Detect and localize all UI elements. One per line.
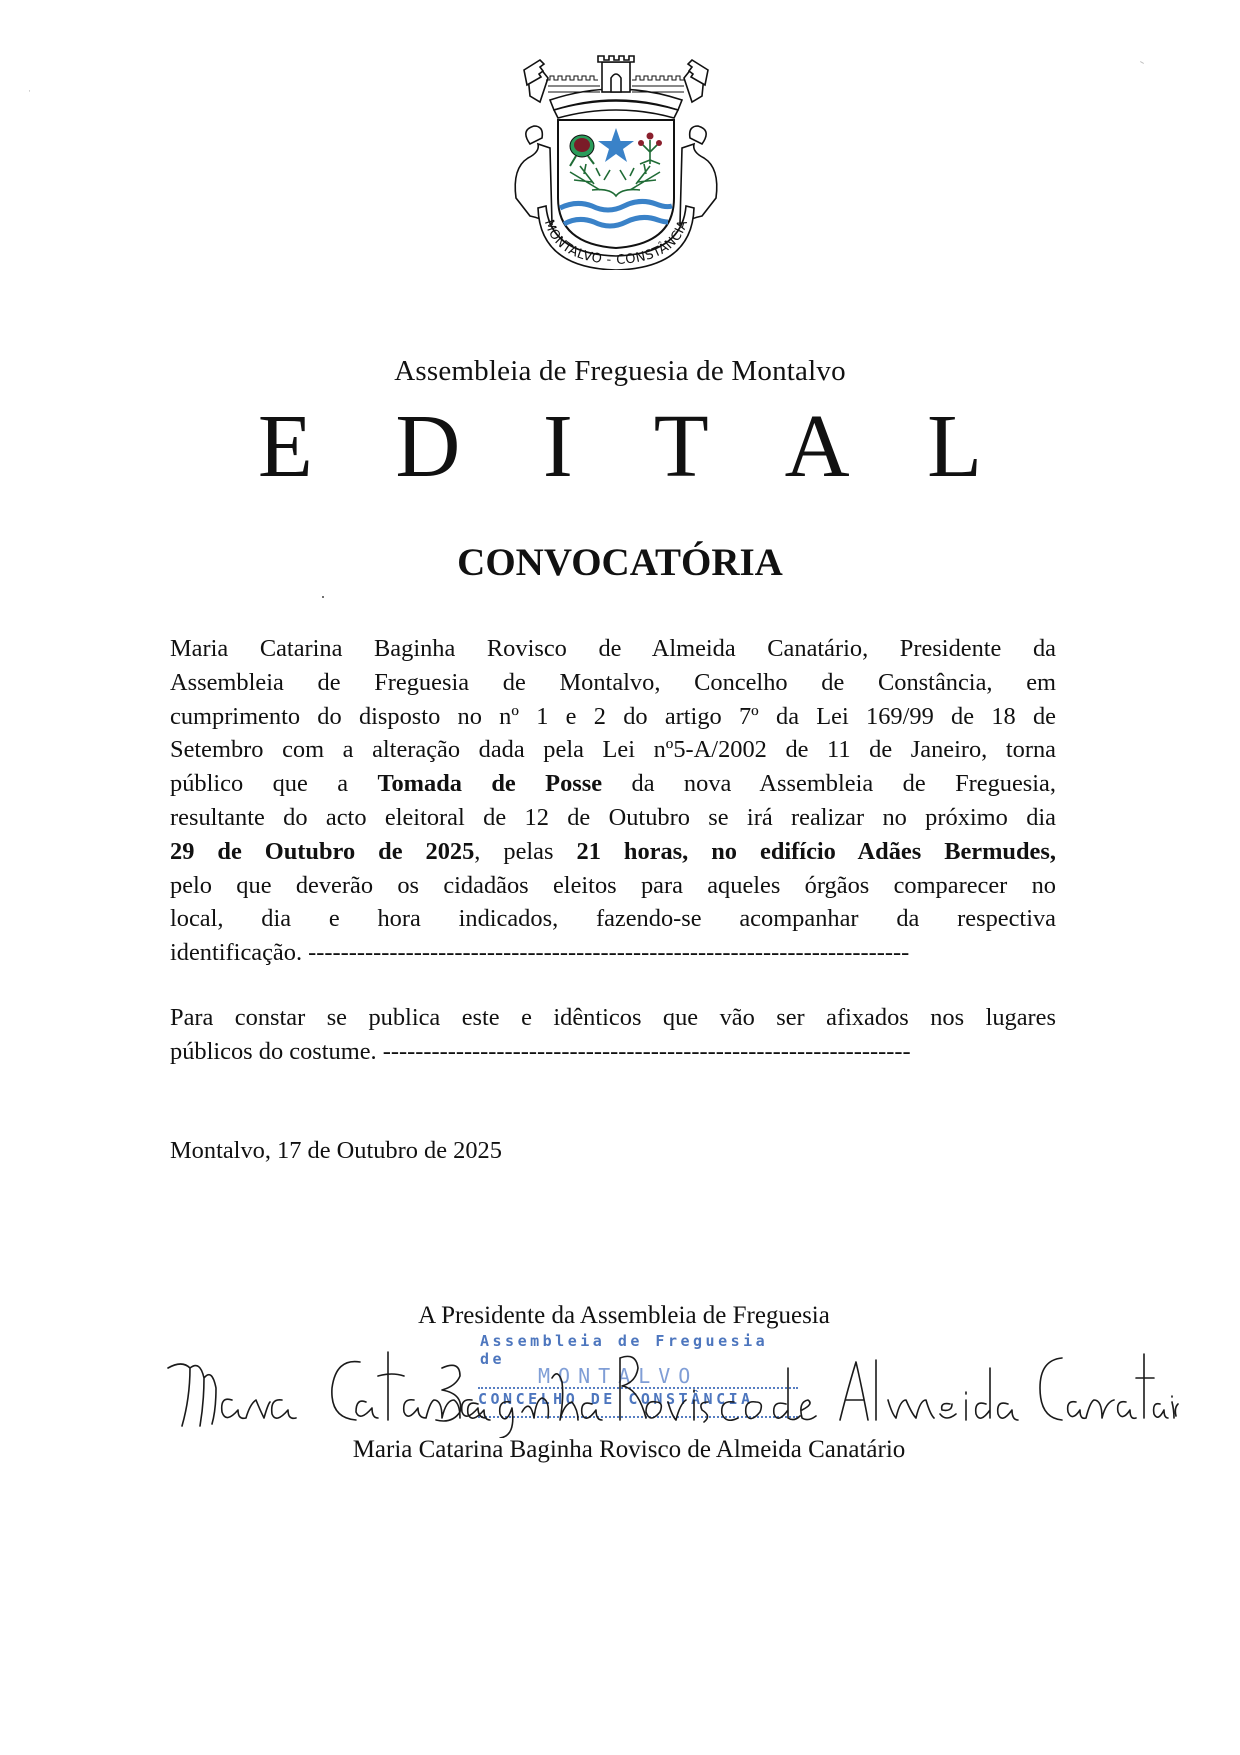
paragraph-line	[170, 835, 1056, 869]
scan-speck: ·	[28, 86, 31, 96]
text-run: público que a	[170, 770, 378, 798]
stamp-line-2: MONTALVO	[538, 1364, 699, 1388]
place-and-date: Montalvo, 17 de Outubro de 2025	[170, 1137, 502, 1164]
text-run: Assembleia de Freguesia de Montalvo, Concelho de Constância, em	[170, 668, 1056, 696]
convocation-paragraph	[170, 632, 1056, 970]
text-run: cumprimento do disposto no nº 1 e 2 do artigo 7º da Lei 169/99 de 18 de	[170, 702, 1056, 730]
paragraph-line	[170, 632, 1056, 666]
paragraph-line	[170, 733, 1056, 767]
paragraph-line	[170, 767, 1056, 801]
text-run: resultante do acto eleitoral de 12 de Outubro se irá realizar no próximo dia	[170, 803, 1056, 831]
text-run: públicos do costume. -----------------------------------------------------------------	[170, 1037, 911, 1065]
text-run: Setembro com a alteração dada pela Lei nº5-A/2002 de 11 de Janeiro, torna	[170, 736, 1056, 764]
signatory-role: A Presidente da Assembleia de Freguesia	[418, 1302, 830, 1329]
emphasized-text: 21 horas, no edifício Adães Bermudes,	[576, 837, 1056, 865]
text-run: local, dia e hora indicados, fazendo-se acompanhar da respectiva	[170, 905, 1056, 933]
scan-speck	[322, 596, 324, 598]
crest-motto: MONTALVO - CONSTÂNCIA	[540, 217, 692, 269]
stamp-line-1: Assembleia de Freguesia de	[480, 1332, 769, 1368]
text-run: , pelas	[474, 837, 577, 865]
document-title: E D I T A L	[257, 397, 1013, 496]
publication-paragraph	[170, 1001, 1056, 1069]
paragraph-line	[170, 666, 1056, 700]
text-run: identificação. --------------------------------------------------------------------------	[170, 939, 910, 967]
text-run: Maria Catarina Baginha Rovisco de Almeida Canatário, Presidente da	[170, 635, 1056, 662]
text-run: da nova Assembleia de Freguesia,	[602, 770, 1056, 798]
paragraph-line	[170, 1001, 1056, 1035]
text-run: pelo que deverão os cidadãos eleitos para aqueles órgãos comparecer no	[170, 871, 1056, 899]
scan-speck	[1140, 61, 1144, 64]
paragraph-line	[170, 700, 1056, 734]
organization-name: Assembleia de Freguesia de Montalvo	[394, 355, 846, 387]
document-subtitle: CONVOCATÓRIA	[457, 541, 783, 584]
signatory-printed-name: Maria Catarina Baginha Rovisco de Almeida Canatário	[352, 1436, 906, 1463]
emphasized-text: Tomada de Posse	[377, 770, 603, 798]
emphasized-text: 29 de Outubro de 2025	[170, 837, 475, 865]
mural-crown	[524, 56, 708, 118]
paragraph-line	[170, 1035, 1056, 1069]
paragraph-line	[170, 902, 1056, 936]
paragraph-line	[170, 869, 1056, 903]
stamp-line-3: CONCELHO DE CONSTÂNCIA	[478, 1390, 754, 1408]
handwritten-signature	[160, 1338, 1180, 1438]
text-run: Para constar se publica este e idênticos que vão ser afixados nos lugares	[170, 1004, 1056, 1031]
paragraph-line	[170, 801, 1056, 835]
paragraph-line	[170, 936, 1056, 970]
coat-of-arms-icon	[510, 48, 722, 270]
